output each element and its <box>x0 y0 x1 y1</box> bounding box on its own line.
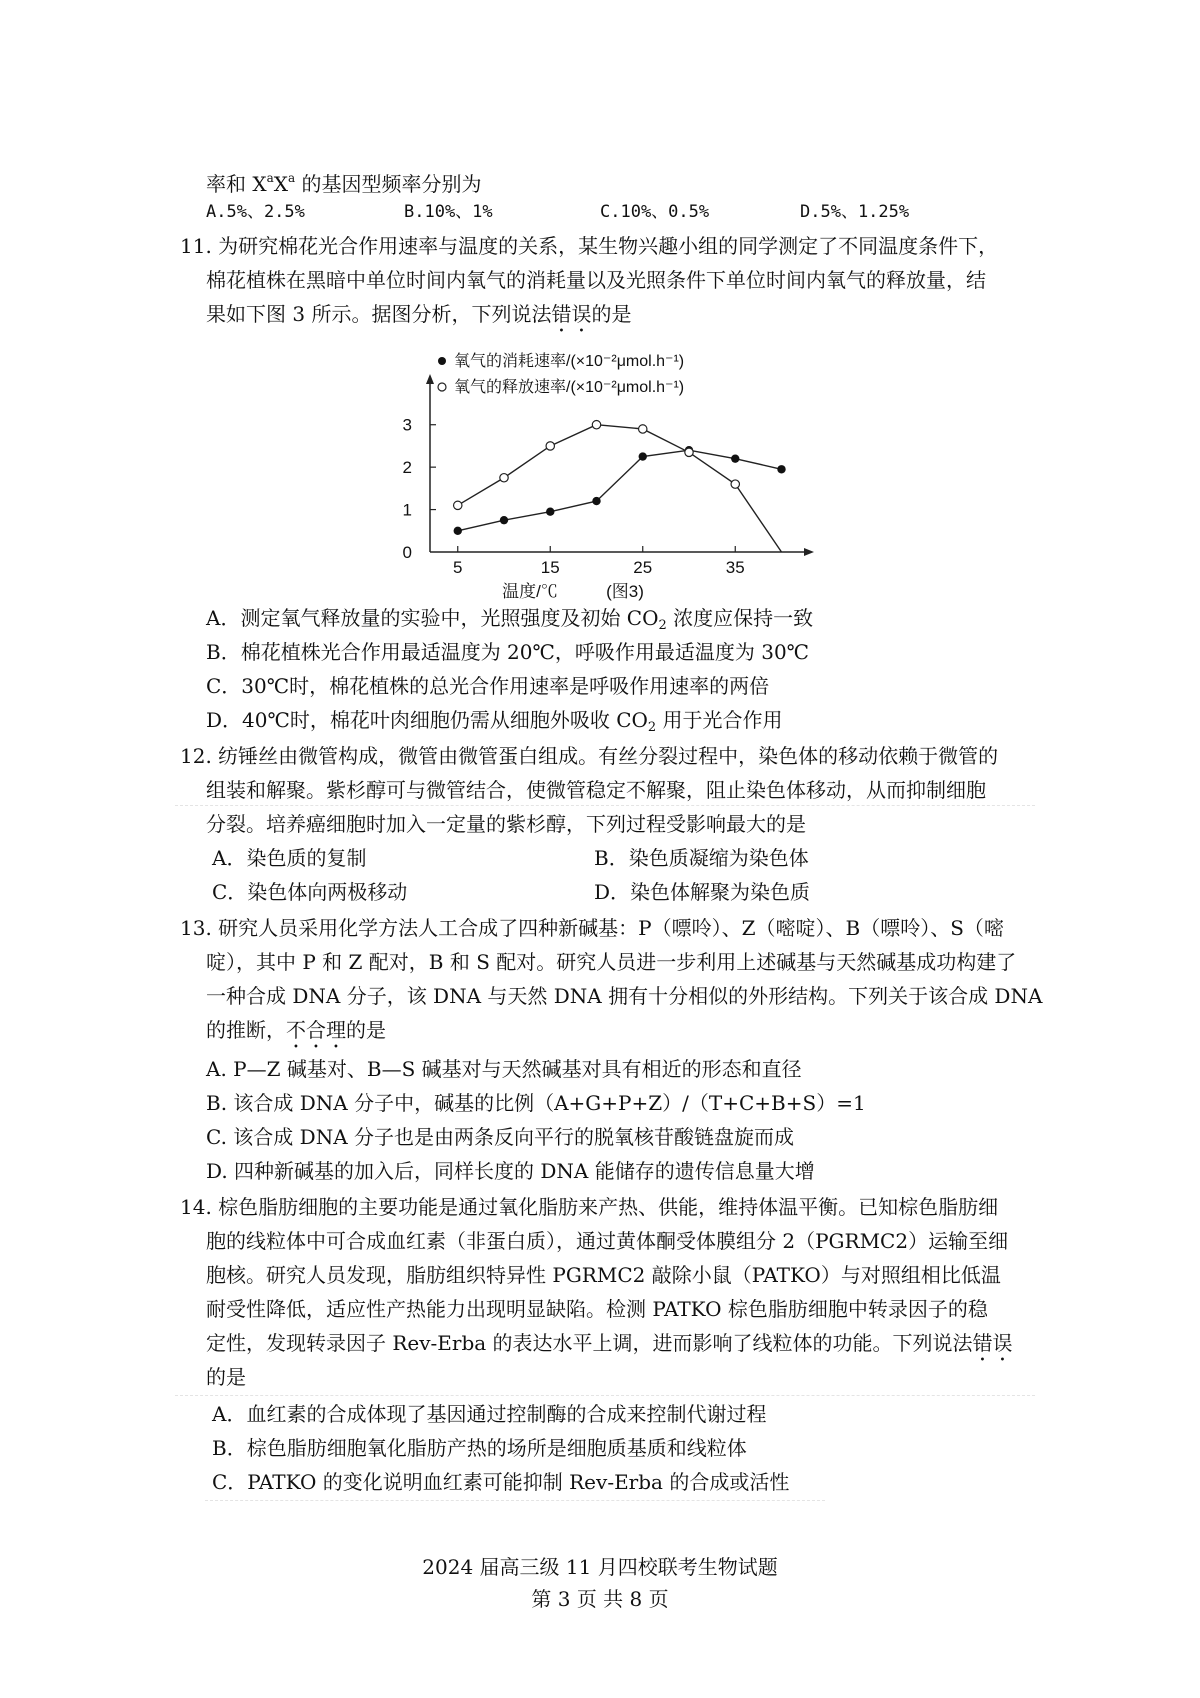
x-tick-label: 15 <box>540 558 560 577</box>
q12-option-a: A．染色质的复制 <box>212 846 367 870</box>
y-tick-label: 3 <box>402 415 412 435</box>
data-point <box>731 480 739 488</box>
x-axis-arrow <box>804 548 814 556</box>
data-point <box>546 507 554 515</box>
x-tick-label: 35 <box>725 558 745 577</box>
q12-number: 12. <box>180 744 212 768</box>
y-tick-label: 2 <box>402 458 412 478</box>
q13-line-4: 的推断，不合理的是 <box>206 1018 386 1042</box>
data-point <box>454 527 462 535</box>
x-tick-label: 5 <box>453 558 463 577</box>
divider <box>205 1500 825 1501</box>
q11-line-1: 11. 为研究棉花光合作用速率与温度的关系，某生物兴趣小组的同学测定了不同温度条件下， <box>180 234 999 258</box>
divider <box>175 1395 1035 1396</box>
q10-option-b: B.10%、1% <box>404 202 493 222</box>
y-axis-arrow <box>426 374 434 384</box>
q10-option-d: D.5%、1.25% <box>800 202 910 222</box>
q13-option-b: B. 该合成 DNA 分子中，碱基的比例（A+G+P+Z）/（T+C+B+S）=1 <box>206 1091 866 1115</box>
q13-number: 13. <box>180 916 212 940</box>
page-footer-title: 2024 届高三级 11 月四校联考生物试题 <box>422 1555 778 1579</box>
data-point <box>685 448 693 456</box>
data-point <box>546 442 554 450</box>
q14-line-5: 定性，发现转录因子 Rev-Erba 的表达水平上调，进而影响了线粒体的功能。下列说法错误 <box>206 1331 1013 1355</box>
legend-marker <box>438 383 446 391</box>
q12-option-c: C．染色体向两极移动 <box>212 880 408 904</box>
q11-line-3: 果如下图 3 所示。据图分析，下列说法错误的是 <box>206 302 632 326</box>
data-point <box>500 474 508 482</box>
q11-emphasis: 错误 <box>551 302 592 326</box>
divider <box>175 805 1035 806</box>
y-tick-label: 0 <box>402 543 412 562</box>
figure-3-chart <box>390 352 820 602</box>
q13-option-d: D. 四种新碱基的加入后，同样长度的 DNA 能储存的遗传信息量大增 <box>206 1159 815 1183</box>
data-point <box>639 452 647 460</box>
q11-option-b: B．棉花植株光合作用最适温度为 20℃，呼吸作用最适温度为 30℃ <box>206 640 810 664</box>
q10-tail-text: 率和 $X^aX^a$ 的基因型频率分别为 <box>206 171 482 196</box>
x-tick-label: 25 <box>633 558 653 577</box>
q12-option-d: D．染色体解聚为染色质 <box>594 880 811 904</box>
data-point <box>500 516 508 524</box>
q13-emphasis: 不合理 <box>286 1018 346 1042</box>
q11-line-2: 棉花植株在黑暗中单位时间内氧气的消耗量以及光照条件下单位时间内氧气的释放量，结 <box>206 268 986 292</box>
q10-option-a: A.5%、2.5% <box>206 202 305 222</box>
data-point <box>592 421 600 429</box>
q14-line-4: 耐受性降低，适应性产热能力出现明显缺陷。检测 PATKO 棕色脂肪细胞中转录因子的稳 <box>206 1297 988 1321</box>
data-point <box>777 465 785 473</box>
q13-line-2: 啶），其中 P 和 Z 配对，B 和 S 配对。研究人员进一步利用上述碱基与天然碱基成功构建了 <box>206 950 1017 974</box>
data-point <box>454 501 462 509</box>
figure-caption: (图3) <box>606 582 644 601</box>
q11-option-c: C．30℃时，棉花植株的总光合作用速率是呼吸作用速率的两倍 <box>206 674 770 698</box>
q12-line-3: 分裂。培养癌细胞时加入一定量的紫杉醇，下列过程受影响最大的是 <box>206 812 806 836</box>
legend-label: 氧气的释放速率/(×10⁻²μmol.h⁻¹) <box>454 379 685 396</box>
q12-line-2: 组装和解聚。紫杉醇可与微管结合，使微管稳定不解聚，阻止染色体移动，从而抑制细胞 <box>206 778 986 802</box>
q14-option-c: C．PATKO 的变化说明血红素可能抑制 Rev-Erba 的合成或活性 <box>212 1470 790 1494</box>
q11-option-d: D．40℃时，棉花叶肉细胞仍需从细胞外吸收 $CO_2$ 用于光合作用 <box>206 708 783 735</box>
data-point <box>592 497 600 505</box>
q12-option-b: B．染色质凝缩为染色体 <box>594 846 809 870</box>
q11-option-a: A．测定氧气释放量的实验中，光照强度及初始 $CO_2$ 浓度应保持一致 <box>206 606 814 633</box>
q14-line-2: 胞的线粒体中可合成血红素（非蛋白质），通过黄体酮受体膜组分 2（PGRMC2）运输至细 <box>206 1229 1009 1253</box>
series-line <box>458 425 782 552</box>
q14-option-a: A．血红素的合成体现了基因通过控制酶的合成来控制代谢过程 <box>212 1402 767 1426</box>
q11-number: 11. <box>180 234 212 258</box>
x-axis-label: 温度/℃ <box>502 582 558 601</box>
q14-number: 14. <box>180 1195 212 1219</box>
q13-option-a: A. P—Z 碱基对、B—S 碱基对与天然碱基对具有相近的形态和直径 <box>206 1057 802 1081</box>
legend-label: 氧气的消耗速率/(×10⁻²μmol.h⁻¹) <box>454 353 685 370</box>
q14-line-6: 的是 <box>206 1365 246 1389</box>
q10-option-c: C.10%、0.5% <box>600 202 710 222</box>
q14-line-3: 胞核。研究人员发现，脂肪组织特异性 PGRMC2 敲除小鼠（PATKO）与对照组相比低温 <box>206 1263 1001 1287</box>
q14-option-b: B．棕色脂肪细胞氧化脂肪产热的场所是细胞质基质和线粒体 <box>212 1436 747 1460</box>
q13-option-c: C. 该合成 DNA 分子也是由两条反向平行的脱氧核苷酸链盘旋而成 <box>206 1125 794 1149</box>
q13-line-1: 13. 研究人员采用化学方法人工合成了四种新碱基：P（嘌呤）、Z（嘧啶）、B（嘌呤）、S（嘧 <box>180 916 1004 940</box>
q14-emphasis: 错误 <box>972 1331 1013 1355</box>
data-point <box>731 454 739 462</box>
q13-line-3: 一种合成 DNA 分子，该 DNA 与天然 DNA 拥有十分相似的外形结构。下列关于该合成 DNA <box>206 984 1043 1008</box>
legend-marker <box>438 357 446 365</box>
q14-line-1: 14. 棕色脂肪细胞的主要功能是通过氧化脂肪来产热、供能，维持体温平衡。已知棕色脂肪细 <box>180 1195 999 1219</box>
q12-line-1: 12. 纺锤丝由微管构成，微管由微管蛋白组成。有丝分裂过程中，染色体的移动依赖于微管的 <box>180 744 999 768</box>
page-number: 第 3 页 共 8 页 <box>531 1587 669 1611</box>
y-tick-label: 1 <box>402 500 412 520</box>
data-point <box>639 425 647 433</box>
